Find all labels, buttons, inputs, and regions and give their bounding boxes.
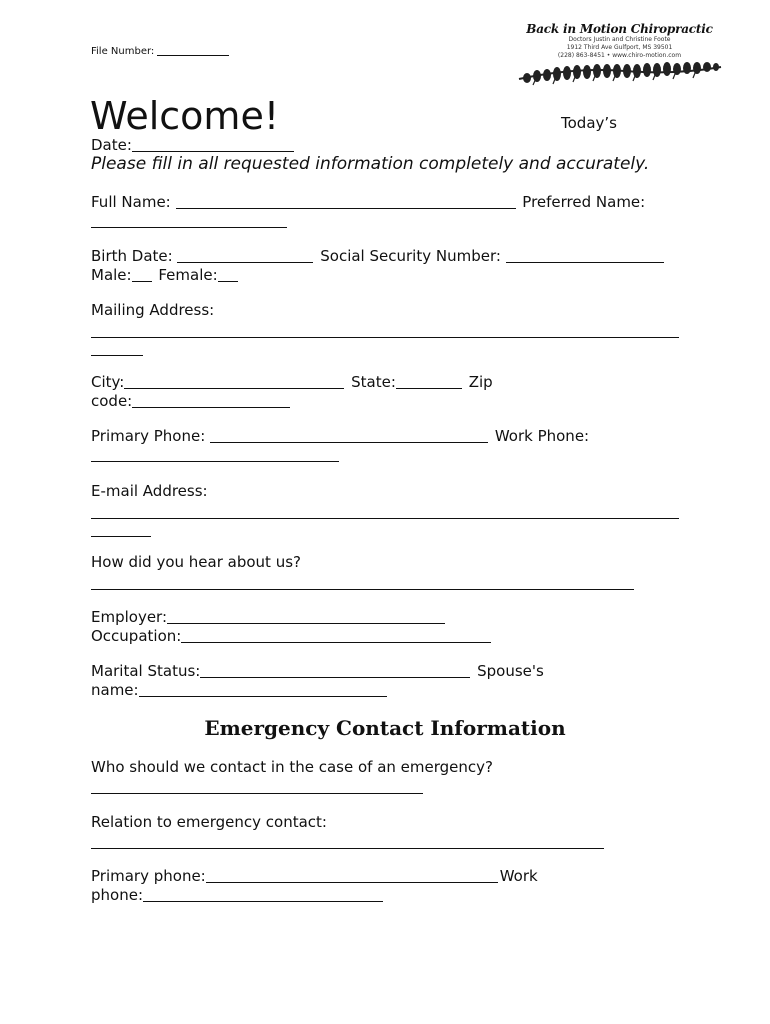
hear-about-field[interactable] bbox=[91, 576, 634, 590]
birth-date-field[interactable] bbox=[177, 249, 313, 263]
mailing-address-label: Mailing Address: bbox=[91, 301, 215, 319]
occupation-row bbox=[91, 627, 691, 646]
mailing-address-line-1 bbox=[91, 322, 691, 341]
marital-status-label: Marital Status: bbox=[91, 662, 201, 680]
emergency-primary-phone-field[interactable] bbox=[206, 869, 498, 883]
clinic-logo bbox=[512, 22, 727, 98]
primary-phone-field[interactable] bbox=[210, 429, 488, 443]
zip-code-label: code: bbox=[91, 392, 133, 410]
zip-label: Zip bbox=[468, 373, 493, 391]
full-name-row bbox=[91, 193, 691, 212]
zip-row bbox=[91, 392, 691, 411]
hear-about-line bbox=[91, 574, 691, 593]
emergency-work-phone-field[interactable] bbox=[143, 888, 383, 902]
birth-date-row bbox=[91, 247, 691, 266]
logo-address: 1912 Third Ave Gulfport, MS 39501 bbox=[566, 44, 673, 51]
full-name-field[interactable] bbox=[176, 195, 516, 209]
occupation-field[interactable] bbox=[181, 629, 491, 643]
work-phone-row bbox=[91, 446, 691, 465]
date-row bbox=[91, 136, 691, 155]
spine-illustration-icon bbox=[515, 61, 725, 87]
todays-label: Today’s bbox=[561, 114, 617, 132]
email-label: E-mail Address: bbox=[91, 482, 208, 500]
state-label: State: bbox=[351, 373, 396, 391]
mailing-address-field-continued[interactable] bbox=[91, 342, 143, 356]
occupation-label: Occupation: bbox=[91, 627, 182, 645]
primary-phone-label: Primary Phone: bbox=[91, 427, 206, 445]
spouse-name-row bbox=[91, 681, 691, 700]
ssn-field[interactable] bbox=[506, 249, 664, 263]
logo-contact: (228) 863-8451 • www.chiro-motion.com bbox=[557, 52, 682, 59]
date-field[interactable] bbox=[132, 138, 294, 152]
date-label: Date: bbox=[91, 136, 132, 154]
emergency-phone-row bbox=[91, 867, 691, 886]
city-field[interactable] bbox=[124, 375, 344, 389]
city-state-row bbox=[91, 373, 691, 392]
instruction-text: Please fill in all requested information completely and accurately. bbox=[91, 154, 650, 174]
file-number-field[interactable] bbox=[157, 46, 229, 56]
employer-row bbox=[91, 608, 691, 627]
spouse-label: Spouse's bbox=[477, 662, 544, 680]
gender-row bbox=[91, 266, 691, 285]
city-label: City: bbox=[91, 373, 125, 391]
mailing-address-line-2 bbox=[91, 340, 691, 359]
phone-row bbox=[91, 427, 691, 446]
email-field[interactable] bbox=[91, 505, 679, 519]
hear-about-label: How did you hear about us? bbox=[91, 553, 301, 571]
male-label: Male: bbox=[91, 266, 132, 284]
emergency-work-phone-label: phone: bbox=[91, 886, 143, 904]
preferred-name-label: Preferred Name: bbox=[522, 193, 646, 211]
email-line-1 bbox=[91, 503, 691, 522]
emergency-relation-label: Relation to emergency contact: bbox=[91, 813, 327, 831]
logo-title: Back in Motion Chiropractic bbox=[526, 22, 713, 36]
emergency-work-phone-row bbox=[91, 886, 691, 905]
female-field[interactable] bbox=[218, 268, 238, 282]
female-label: Female: bbox=[158, 266, 218, 284]
work-phone-label: Work Phone: bbox=[494, 427, 590, 445]
email-line-2 bbox=[91, 521, 691, 540]
birth-date-label: Birth Date: bbox=[91, 247, 173, 265]
email-field-continued[interactable] bbox=[91, 523, 151, 537]
emergency-work-label: Work bbox=[499, 867, 538, 885]
mailing-address-field[interactable] bbox=[91, 324, 679, 338]
employer-field[interactable] bbox=[167, 610, 445, 624]
male-field[interactable] bbox=[132, 268, 152, 282]
spouse-name-field[interactable] bbox=[139, 683, 387, 697]
ssn-label: Social Security Number: bbox=[320, 247, 501, 265]
preferred-name-field[interactable] bbox=[91, 214, 287, 228]
emergency-section-title: Emergency Contact Information bbox=[204, 716, 566, 740]
preferred-name-row bbox=[91, 212, 691, 231]
logo-doctors: Doctors Justin and Christine Foote bbox=[568, 36, 671, 43]
emergency-contact-field[interactable] bbox=[91, 780, 423, 794]
file-number-label: File Number: bbox=[91, 46, 158, 57]
marital-status-field[interactable] bbox=[200, 664, 470, 678]
marital-status-row bbox=[91, 662, 691, 681]
spouse-name-label: name: bbox=[91, 681, 139, 699]
full-name-label: Full Name: bbox=[91, 193, 171, 211]
emergency-who-line bbox=[91, 778, 691, 797]
file-number bbox=[91, 46, 231, 57]
emergency-relation-line bbox=[91, 833, 691, 852]
emergency-relation-field[interactable] bbox=[91, 835, 604, 849]
emergency-who-label: Who should we contact in the case of an emergency? bbox=[91, 758, 493, 776]
emergency-primary-phone-label: Primary phone: bbox=[91, 867, 206, 885]
page-title: Welcome! bbox=[90, 94, 280, 138]
work-phone-field[interactable] bbox=[91, 448, 339, 462]
employer-label: Employer: bbox=[91, 608, 168, 626]
state-field[interactable] bbox=[396, 375, 462, 389]
zip-code-field[interactable] bbox=[132, 394, 290, 408]
